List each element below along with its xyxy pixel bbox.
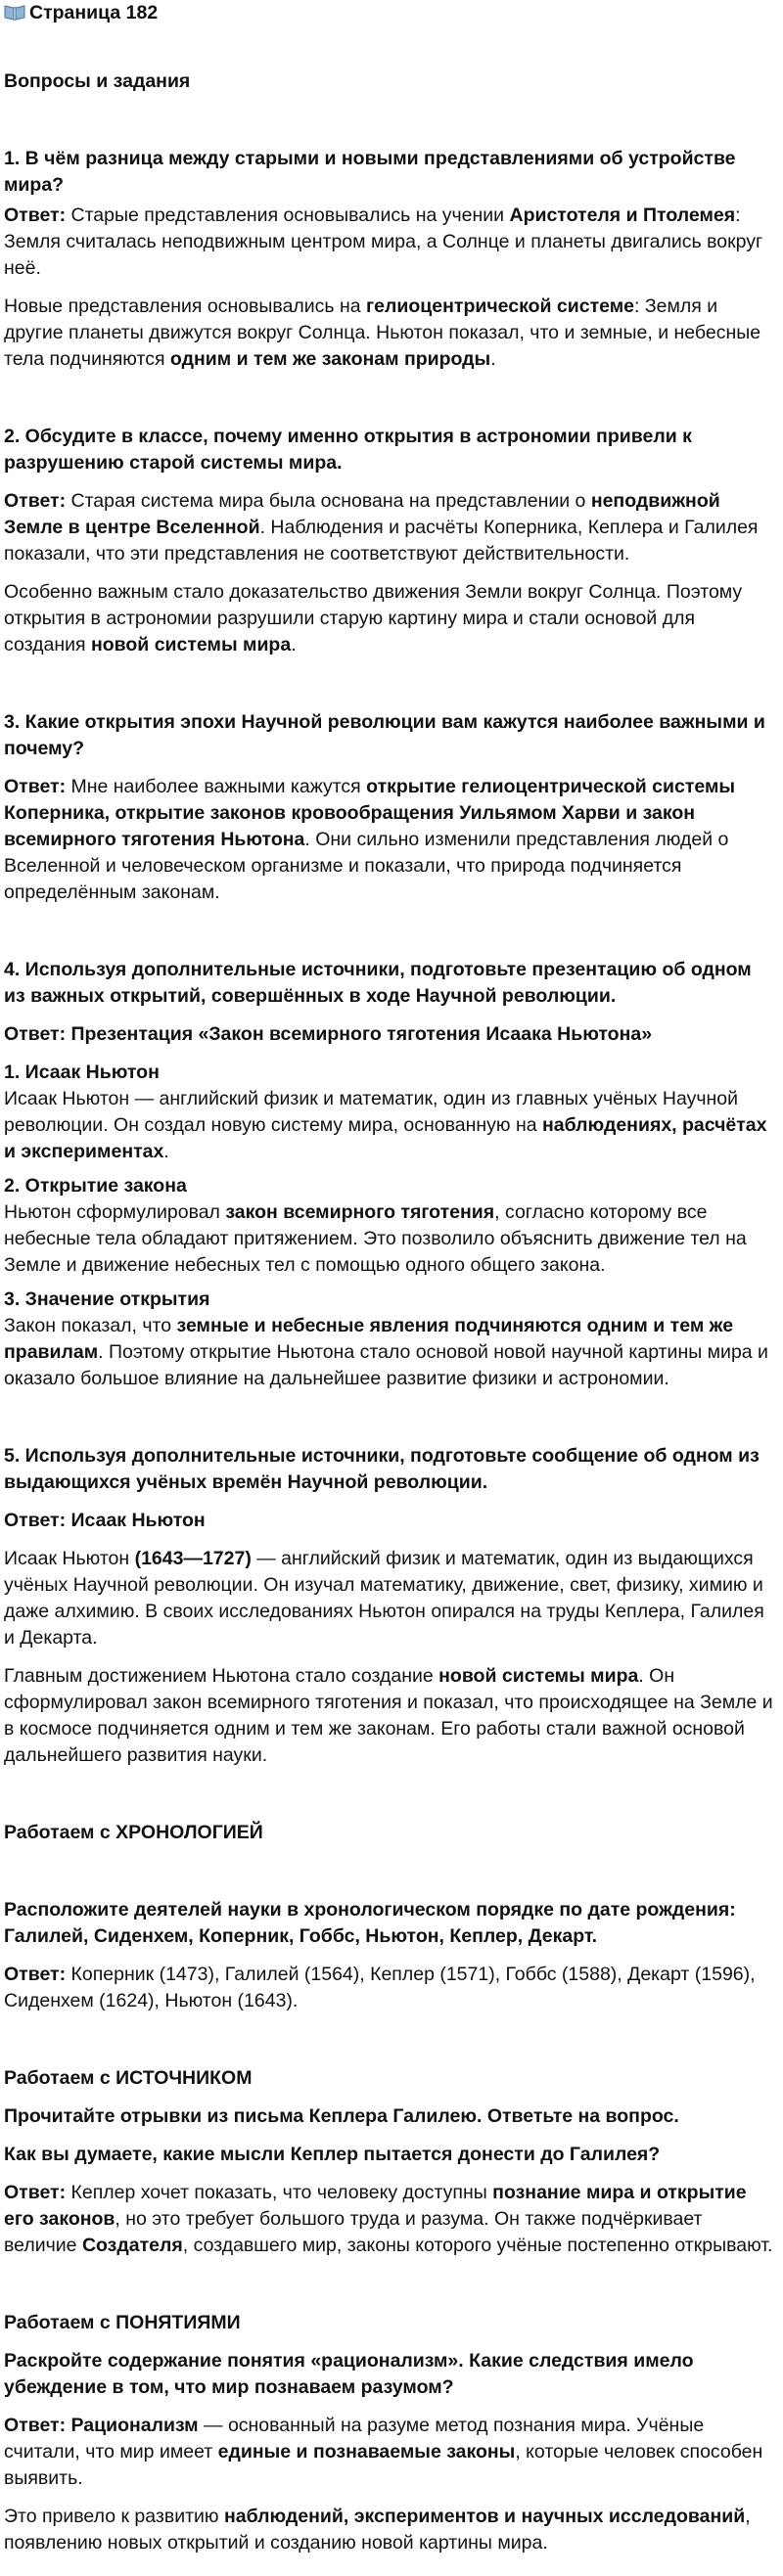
question-4: 4. Используя дополнительные источники, подготовьте презентацию об одном из важных открытий, совершённых в ходе Научной революции. xyxy=(4,959,752,1007)
answer-3-para-1: Ответ: Мне наиболее важными кажутся открытие гелиоцентрической системы Коперника, открытие законов кровообращения Уильямом Харви и закон всемирного тяготения Ньютона. Они сильно изменили представления людей о Вселенной и человеческом организме и показали, что природа подчиняется определённым законам. xyxy=(4,776,736,903)
answer-4-section-2-text: Ньютон сформулировал закон всемирного тяготения, согласно которому все небесные тела обладают притяжением. Это позволило объяснить движение тел на Земле и движение небесных тел с помощью одного общего закона. xyxy=(4,1201,747,1276)
answer-4-title: Ответ: Презентация «Закон всемирного тяготения Исаака Ньютона» xyxy=(4,1023,653,1045)
answer-5-title: Ответ: Исаак Ньютон xyxy=(4,1510,206,1531)
page-title xyxy=(4,0,775,25)
answer-1-para-1: Ответ: Старые представления основывались на учении Аристотеля и Птолемея: Земля считалась неподвижным центром мира, а Солнце и планеты двигались вокруг неё. xyxy=(4,204,763,279)
answer-4-section-1-title: 1. Исаак Ньютон xyxy=(4,1062,160,1083)
source-heading: Работаем с ИСТОЧНИКОМ xyxy=(4,2067,253,2089)
question-5: 5. Используя дополнительные источники, подготовьте сообщение об одном из выдающихся учёных времён Научной революции. xyxy=(4,1445,760,1493)
chronology-task: Расположите деятелей науки в хронологическом порядке по дате рождения: Галилей, Сиденхем, Коперник, Гоббс, Ньютон, Кеплер, Декарт. xyxy=(4,1899,736,1947)
answer-4-section-3-text: Закон показал, что земные и небесные явления подчиняются одним и тем же правилам. Поэтому открытие Ньютона стало основой новой научной картины мира и оказало большое влияние на дальнейшее развитие физики и астрономии. xyxy=(4,1315,768,1389)
answer-5-para-2: Главным достижением Ньютона стало создание новой системы мира. Он сформулировал закон всемирного тяготения и показал, что происходящее на Земле и в космосе подчиняется одним и тем же законам. Его работы стали важной основой дальнейшего развития науки. xyxy=(4,1665,773,1766)
concepts-answer-para-2: Это привело к развитию наблюдений, экспериментов и научных исследований, появлению новых открытий и созданию новой картины мира. xyxy=(4,2506,751,2553)
concepts-answer-para-1: Ответ: Рационализм — основанный на разуме метод познания мира. Учёные считали, что мир имеет единые и познаваемые законы, которые человек способен выявить. xyxy=(4,2415,763,2489)
chronology-heading: Работаем с ХРОНОЛОГИЕЙ xyxy=(4,1822,263,1843)
answer-2-para-2: Особенно важным стало доказательство движения Земли вокруг Солнца. Поэтому открытия в астрономии разрушили старую картину мира и стали основой для создания новой системы мира. xyxy=(4,581,743,655)
question-2: 2. Обсудите в классе, почему именно открытия в астрономии привели к разрушению старой системы мира. xyxy=(4,426,692,474)
answer-1-para-2: Новые представления основывались на гелиоцентрической системе: Земля и другие планеты движутся вокруг Солнца. Ньютон показал, что и земные, и небесные тела подчиняются одним и тем же законам природы. xyxy=(4,295,761,370)
question-3: 3. Какие открытия эпохи Научной революции вам кажутся наиболее важными и почему? xyxy=(4,711,765,759)
answer-4-section-2-title: 2. Открытие закона xyxy=(4,1175,187,1197)
section-heading: Вопросы и задания xyxy=(4,70,191,92)
answer-5-para-1: Исаак Ньютон (1643—1727) — английский физик и математик, один из выдающихся учёных Научной революции. Он изучал математику, движение, свет, физику, химию и даже алхимию. В своих исследованиях Ньютон опирался на труды Кеплера, Галилея и Декарта. xyxy=(4,1548,764,1649)
page-title-text: Страница 182 xyxy=(29,2,159,23)
source-answer: Ответ: Кеплер хочет показать, что человеку доступны познание мира и открытие его законов, но это требует большого труда и разума. Он также подчёркивает величие Создателя, создавшего мир, законы которого учёные постепенно открывают. xyxy=(4,2182,773,2256)
source-task-2: Как вы думаете, какие мысли Кеплер пытается донести до Галилея? xyxy=(4,2144,661,2165)
answer-4-section-1-text: Исаак Ньютон — английский физик и математик, один из главных учёных Научной революции. Он создал новую систему мира, основанную на наблюдениях, расчётах и экспериментах. xyxy=(4,1088,767,1162)
concepts-heading: Работаем с ПОНЯТИЯМИ xyxy=(4,2312,241,2333)
answer-2-para-1: Ответ: Старая система мира была основана на представлении о неподвижной Земле в центре Вселенной. Наблюдения и расчёты Коперника, Кеплера и Галилея показали, что эти представления не соответствуют действительности. xyxy=(4,490,759,565)
open-book-icon xyxy=(4,4,25,21)
question-1: 1. В чём разница между старыми и новыми представлениями об устройстве мира? xyxy=(4,148,736,196)
source-task-1: Прочитайте отрывки из письма Кеплера Галилею. Ответьте на вопрос. xyxy=(4,2105,679,2127)
answer-4-section-3-title: 3. Значение открытия xyxy=(4,1288,210,1310)
chronology-answer: Ответ: Коперник (1473), Галилей (1564), Кеплер (1571), Гоббс (1588), Декарт (1596), Сиденхем (1624), Ньютон (1643). xyxy=(4,1964,756,2011)
concepts-task: Раскройте содержание понятия «рационализм». Какие следствия имело убеждение в том, что мир познаваем разумом? xyxy=(4,2350,694,2398)
